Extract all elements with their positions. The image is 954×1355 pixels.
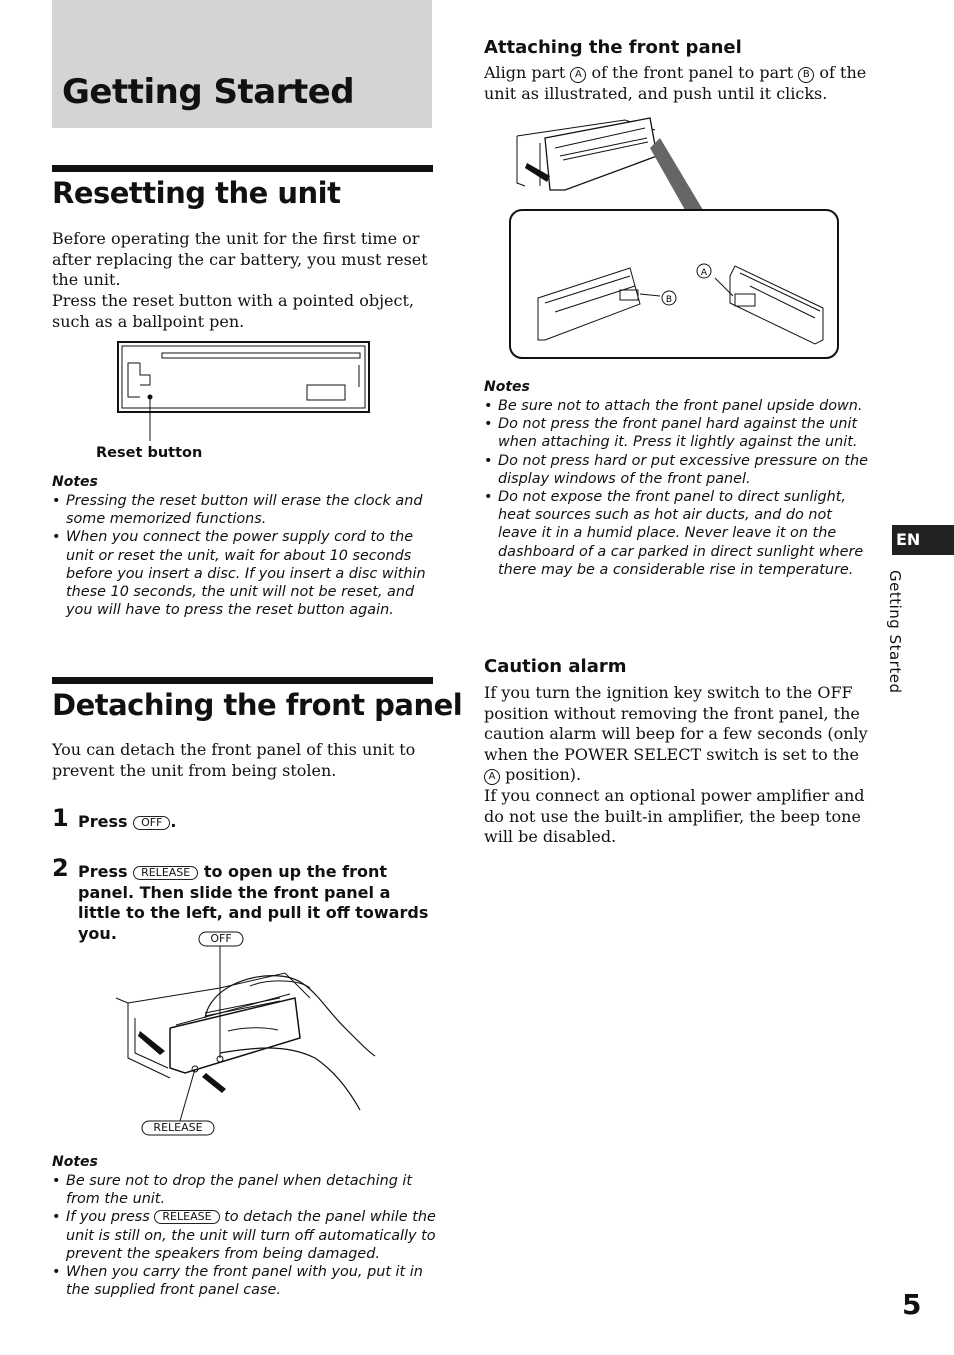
mark-a-label: A bbox=[700, 268, 708, 278]
detach-heading: Detaching the front panel bbox=[52, 688, 463, 722]
attach-text: Align part bbox=[484, 63, 566, 82]
step-1-prefix: Press bbox=[78, 812, 128, 831]
caution-heading: Caution alarm bbox=[484, 656, 627, 677]
section-rule bbox=[52, 677, 433, 684]
release-label: RELEASE bbox=[153, 1121, 203, 1134]
detach-notes-heading: Notes bbox=[52, 1154, 98, 1170]
off-key: OFF bbox=[133, 816, 170, 830]
step-1-number: 1 bbox=[52, 804, 69, 832]
note-item: • When you connect the power supply cord to the unit or reset the unit, wait for about 10 seconds before you insert a disc. If you insert a disc within these 10 seconds, the unit will not be reset, and you will have to press the reset button again. bbox=[52, 528, 437, 619]
note-item: • Do not expose the front panel to direct sunlight, heat sources such as hot air ducts, and do not leave it in a humid place. Never leave it on the dashboard of a car parked in direct sunlight where there may be a considerable rise in temperature. bbox=[484, 488, 869, 579]
step-2-suffix: to open up the front panel. Then slide the front panel a little to the left, and pull it off towards you. bbox=[78, 862, 429, 943]
note-item: • Do not press the front panel hard against the unit when attaching it. Press it lightly against the unit. bbox=[484, 415, 869, 451]
off-label: OFF bbox=[210, 932, 232, 945]
note-item bbox=[52, 1208, 437, 1263]
release-key: RELEASE bbox=[154, 1210, 219, 1224]
step-1-suffix: . bbox=[170, 812, 177, 831]
caution-text: position). bbox=[505, 765, 582, 784]
reset-paragraph-1: Before operating the unit for the first time or after replacing the car battery, you must reset the unit. bbox=[52, 229, 428, 289]
attach-notes-list bbox=[484, 397, 869, 579]
chapter-title: Getting Started bbox=[62, 72, 355, 112]
section-rule bbox=[52, 165, 433, 172]
reset-button-label: Reset button bbox=[96, 445, 203, 461]
mark-b-label: B bbox=[665, 295, 673, 305]
note-text: to detach the panel while the unit is still on, the unit will turn off automatically to prevent the speakers from being damaged. bbox=[66, 1209, 436, 1262]
note-item: • Do not press hard or put excessive pressure on the display windows of the front panel. bbox=[484, 452, 869, 488]
detach-notes-list bbox=[52, 1172, 437, 1299]
attach-text: of the unit as illustrated, and push until it clicks. bbox=[484, 63, 867, 103]
mark-b: B bbox=[798, 67, 814, 83]
step-2-prefix: Press bbox=[78, 862, 128, 881]
detach-illustration bbox=[110, 928, 380, 1143]
reset-paragraph-2: Press the reset button with a pointed object, such as a ballpoint pen. bbox=[52, 291, 414, 331]
attach-heading: Attaching the front panel bbox=[484, 37, 742, 58]
mark-a: A bbox=[570, 67, 586, 83]
caution-paragraph-1 bbox=[484, 683, 869, 786]
language-tab: EN bbox=[892, 525, 954, 555]
note-item: • Pressing the reset button will erase the clock and some memorized functions. bbox=[52, 492, 437, 528]
caution-paragraph-2: If you connect an optional power amplifier and do not use the built-in amplifier, the beep tone will be disabled. bbox=[484, 786, 865, 846]
release-key: RELEASE bbox=[133, 866, 198, 880]
reset-notes-list bbox=[52, 492, 437, 619]
caution-text: If you turn the ignition key switch to the OFF position without removing the front panel, the caution alarm will beep for a few seconds (only when the POWER SELECT switch is set to the bbox=[484, 683, 868, 764]
side-section-label: Getting Started bbox=[886, 570, 904, 694]
attach-paragraph bbox=[484, 63, 869, 104]
attach-illustration bbox=[505, 108, 845, 363]
step-1-text bbox=[78, 812, 438, 833]
note-item: • Be sure not to drop the panel when detaching it from the unit. bbox=[52, 1172, 437, 1208]
attach-notes-heading: Notes bbox=[484, 379, 530, 395]
mark-a: A bbox=[484, 769, 500, 785]
note-item: • When you carry the front panel with you, put it in the supplied front panel case. bbox=[52, 1263, 437, 1299]
note-text: If you press bbox=[66, 1209, 150, 1226]
attach-text: of the front panel to part bbox=[591, 63, 794, 82]
step-2-number: 2 bbox=[52, 854, 69, 882]
reset-notes-heading: Notes bbox=[52, 474, 98, 490]
reset-heading: Resetting the unit bbox=[52, 176, 341, 210]
page-number: 5 bbox=[902, 1288, 922, 1321]
reset-button-illustration bbox=[110, 335, 380, 450]
note-item: • Be sure not to attach the front panel upside down. bbox=[484, 397, 869, 415]
detach-paragraph: You can detach the front panel of this unit to prevent the unit from being stolen. bbox=[52, 740, 416, 780]
